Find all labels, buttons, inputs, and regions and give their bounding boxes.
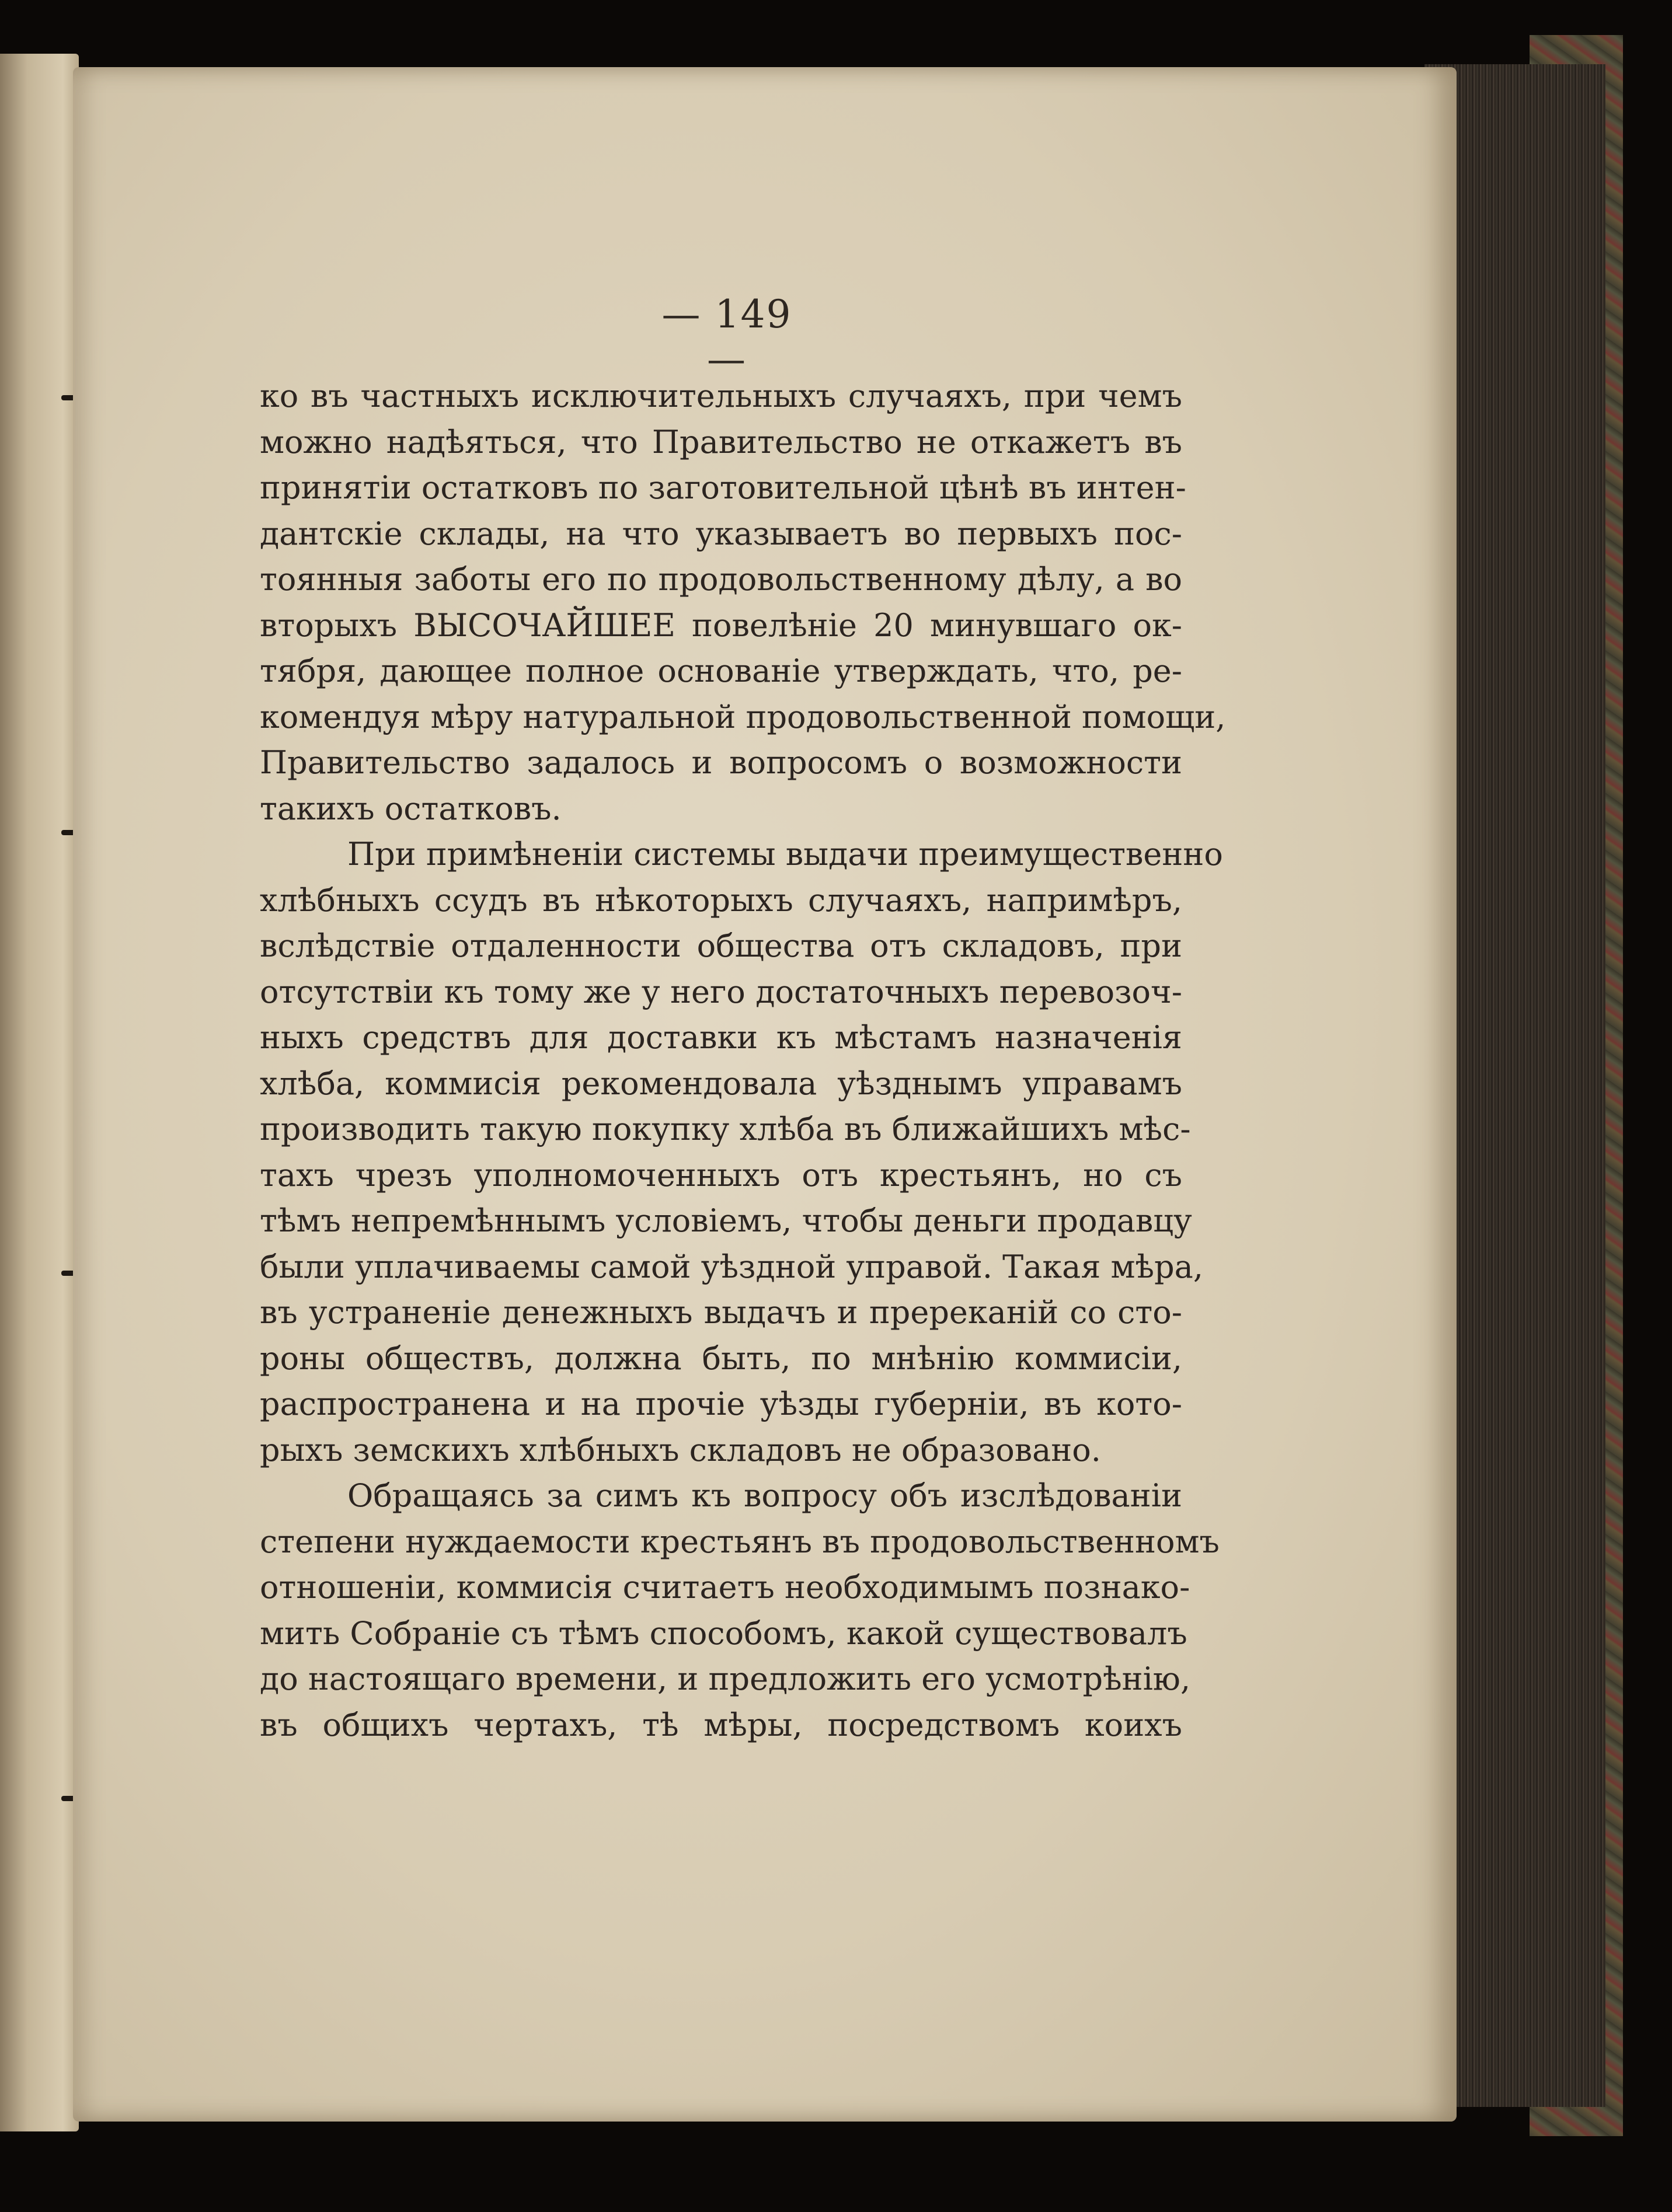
text-line: тахъ чрезъ уполномоченныхъ отъ крестьянъ, но съ [260, 1156, 1182, 1194]
page-number: — 149 — [661, 292, 792, 382]
text-line: рыхъ земскихъ хлѣбныхъ складовъ не образовано. [260, 1431, 1101, 1468]
text-line: мить Собраніе съ тѣмъ способомъ, какой существовалъ [260, 1614, 1187, 1652]
text-line: въ устраненіе денежныхъ выдачъ и пререканій со сто- [260, 1294, 1182, 1331]
text-line: роны обществъ, должна быть, по мнѣнію коммисіи, [260, 1339, 1182, 1377]
text-line: вслѣдствіе отдаленности общества отъ складовъ, при [260, 927, 1182, 964]
text-line: ко въ частныхъ исключительныхъ случаяхъ, при чемъ [260, 378, 1182, 414]
text-line: хлѣба, коммисія рекомендовала уѣзднымъ управамъ [260, 1065, 1182, 1102]
text-line: тоянныя заботы его по продовольственному дѣлу, а во [260, 561, 1182, 598]
text-line: въ общихъ чертахъ, тѣ мѣры, посредствомъ коихъ [260, 1706, 1182, 1743]
text-line: до настоящаго времени, и предложить его усмотрѣнію, [260, 1660, 1191, 1697]
paragraph-first-line: При примѣненіи системы выдачи преимущественно [347, 836, 1223, 873]
text-line: вторыхъ ВЫСОЧАЙШЕЕ повелѣніе 20 минувшаго ок- [260, 606, 1182, 644]
text-line: хлѣбныхъ ссудъ въ нѣкоторыхъ случаяхъ, напримѣръ, [260, 881, 1182, 919]
text-line: такихъ остатковъ. [260, 790, 562, 827]
text-line: тября, дающее полное основаніе утверждать, что, ре- [260, 653, 1182, 689]
text-line: распространена и на прочіе уѣзды губерніи, въ кото- [260, 1386, 1182, 1422]
text-line: производить такую покупку хлѣба въ ближайшихъ мѣс- [260, 1111, 1191, 1147]
text-line: Правительство задалось и вопросомъ о возможности [260, 744, 1182, 781]
text-line: тѣмъ непремѣннымъ условіемъ, чтобы деньги продавцу [260, 1202, 1192, 1239]
text-line: отсутствіи къ тому же у него достаточныхъ перевозоч- [260, 973, 1182, 1010]
text-line: принятіи остатковъ по заготовительной цѣнѣ въ интен- [260, 469, 1186, 506]
text-line: комендуя мѣру натуральной продовольственной помощи, [260, 698, 1226, 735]
text-line: степени нуждаемости крестьянъ въ продовольственномъ [260, 1523, 1220, 1560]
text-line: были уплачиваемы самой уѣздной управой. Такая мѣра, [260, 1248, 1204, 1285]
body-text [260, 374, 1226, 1748]
text-line: можно надѣяться, что Правительство не откажетъ въ [260, 423, 1182, 460]
left-page-edge [0, 54, 79, 2131]
text-line: ныхъ средствъ для доставки къ мѣстамъ назначенія [260, 1019, 1182, 1056]
text-line: отношеніи, коммисія считаетъ необходимымъ познако- [260, 1569, 1190, 1606]
text-line: дантскіе склады, на что указываетъ во первыхъ пос- [260, 515, 1182, 552]
paragraph-first-line: Обращаясь за симъ къ вопросу объ изслѣдованіи [347, 1477, 1182, 1514]
